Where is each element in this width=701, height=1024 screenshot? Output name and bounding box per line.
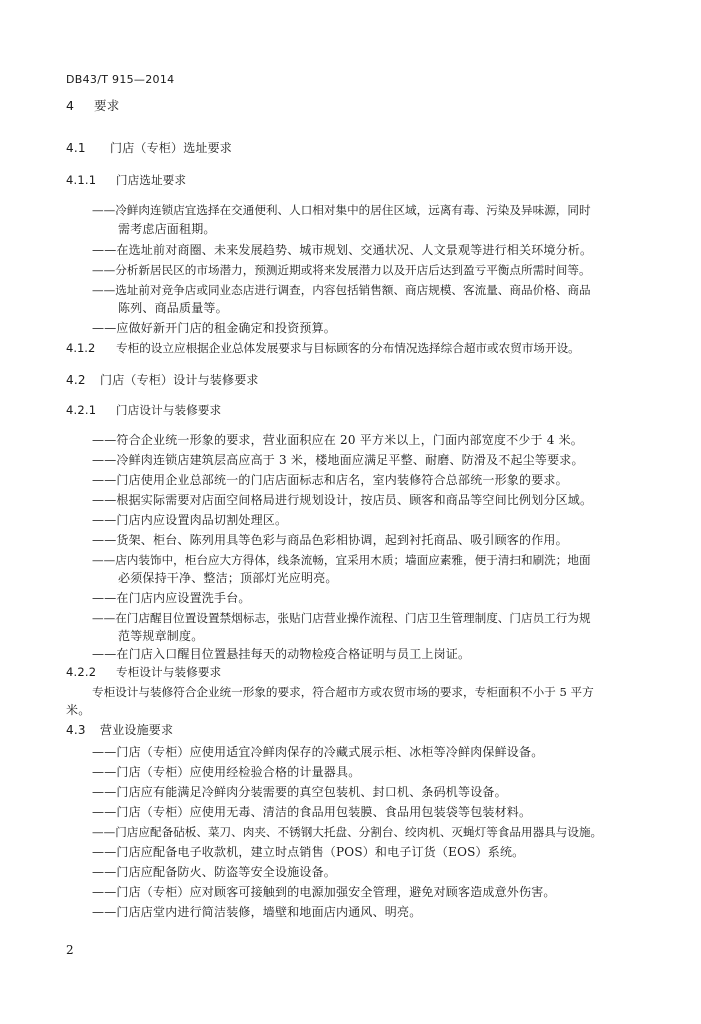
section-title: 门店（专柜）选址要求 [110, 141, 233, 155]
section-4-2-heading [66, 372, 259, 388]
section-number: 4.3 [66, 723, 86, 737]
page-number: 2 [66, 943, 74, 957]
section-title: 营业设施要求 [100, 723, 174, 737]
list-item: ——选址前对竞争店或同业态店进行调查，内容包括销售额、商店规模、客流量、商品价格、商品 [92, 283, 591, 297]
section-number: 4.1 [66, 141, 86, 155]
section-title: 门店（专柜）设计与装修要求 [100, 373, 259, 387]
paragraph-text: 专柜的设立应根据企业总体发展要求与目标顾客的分布情况选择综合超市或农贸市场开设。 [116, 341, 580, 355]
section-4-1-2-paragraph [66, 340, 580, 356]
list-item-continuation: 陈列、商品质量等。 [118, 301, 228, 315]
section-title: 要求 [94, 98, 120, 113]
list-item: ——货架、柜台、陈列用具等色彩与商品色彩相协调，起到衬托商品、吸引顾客的作用。 [92, 533, 568, 547]
list-item-continuation: 需考虑店面租期。 [118, 222, 216, 236]
list-item: ——冷鲜肉连锁店建筑层高应高于 3 米，楼地面应满足平整、耐磨、防滑及不起尘等要求。 [92, 453, 584, 467]
list-item: ——冷鲜肉连锁店宜选择在交通便利、人口相对集中的居住区域，远离有毒、污染及异味源，同时 [92, 203, 591, 217]
list-item: ——根据实际需要对店面空间格局进行规划设计，按店员、顾客和商品等空间比例划分区域。 [92, 493, 593, 507]
section-number: 4.2 [66, 373, 86, 387]
section-4-3-heading [66, 722, 173, 738]
list-item: ——门店内应设置肉品切割处理区。 [92, 513, 288, 527]
list-item: ——门店店堂内进行简洁装修，墙壁和地面店内通风、明亮。 [92, 905, 422, 919]
list-item: ——应做好新开门店的租金确定和投资预算。 [92, 321, 337, 335]
list-item: ——门店（专柜）应对顾客可接触到的电源加强安全管理，避免对顾客造成意外伤害。 [92, 885, 556, 899]
section-4-2-2-heading [66, 664, 221, 680]
section-number: 4.1.1 [66, 173, 97, 187]
list-item: ——符合企业统一形象的要求，营业面积应在 20 平方米以上，门面内部宽度不少于 4 米。 [92, 433, 583, 447]
list-item: ——在选址前对商圈、未来发展趋势、城市规划、交通状况、人文景观等进行相关环境分析。 [92, 243, 593, 257]
list-item: ——门店（专柜）应使用无毒、清洁的食品用包装膜、食品用包装袋等包装材料。 [92, 805, 532, 819]
list-item: ——门店应有能满足冷鲜肉分装需要的真空包装机、封口机、条码机等设备。 [92, 785, 507, 799]
list-item: ——在门店入口醒目位置悬挂每天的动物检疫合格证明与员工上岗证。 [92, 647, 471, 661]
list-item-continuation: 必须保持干净、整洁；顶部灯光应明亮。 [118, 571, 338, 585]
list-item: ——门店应配备砧板、菜刀、肉夹、不锈钢大托盘、分割台、绞肉机、灭蝇灯等食品用器具与设施。 [92, 825, 603, 839]
list-item: ——店内装饰中，柜台应大方得体，线条流畅，宜采用木质；墙面应素雅，便于清扫和刷洗；地面 [92, 553, 591, 567]
list-item: ——门店使用企业总部统一的门店店面标志和店名，室内装修符合总部统一形象的要求。 [92, 473, 568, 487]
list-item: ——门店（专柜）应使用经检验合格的计量器具。 [92, 765, 361, 779]
section-4-2-1-heading [66, 402, 221, 418]
section-number: 4.2.2 [66, 665, 97, 679]
list-item: ——门店应配备电子收款机，建立时点销售（POS）和电子订货（EOS）系统。 [92, 845, 525, 859]
section-title: 门店选址要求 [116, 173, 187, 187]
section-title: 专柜设计与装修要求 [116, 665, 222, 679]
list-item-continuation: 范等规章制度。 [118, 629, 204, 643]
paragraph-text: 专柜设计与装修符合企业统一形象的要求，符合超市方或农贸市场的要求，专柜面积不小于 5 平方 [92, 685, 594, 699]
list-item: ——门店应配备防火、防盗等安全设施设备。 [92, 865, 337, 879]
section-4-1-1-heading [66, 172, 186, 188]
section-4-heading [66, 98, 119, 114]
section-title: 门店设计与装修要求 [116, 403, 222, 417]
list-item: ——分析新居民区的市场潜力，预测近期或将来发展潜力以及开店后达到盈亏平衡点所需时间等。 [92, 263, 591, 277]
standard-code-header: DB43/T 915—2014 [66, 73, 175, 86]
section-number: 4.1.2 [66, 341, 96, 355]
section-number: 4.2.1 [66, 403, 97, 417]
list-item: ——门店（专柜）应使用适宜冷鲜肉保存的冷藏式展示柜、冰柜等冷鲜肉保鲜设备。 [92, 745, 544, 759]
section-4-1-heading [66, 140, 232, 156]
paragraph-text-continuation: 米。 [66, 703, 91, 717]
section-number: 4 [66, 98, 75, 113]
list-item: ——在门店醒目位置设置禁烟标志，张贴门店营业操作流程、门店卫生管理制度、门店员工行为规 [92, 611, 591, 625]
list-item: ——在门店内应设置洗手台。 [92, 591, 251, 605]
